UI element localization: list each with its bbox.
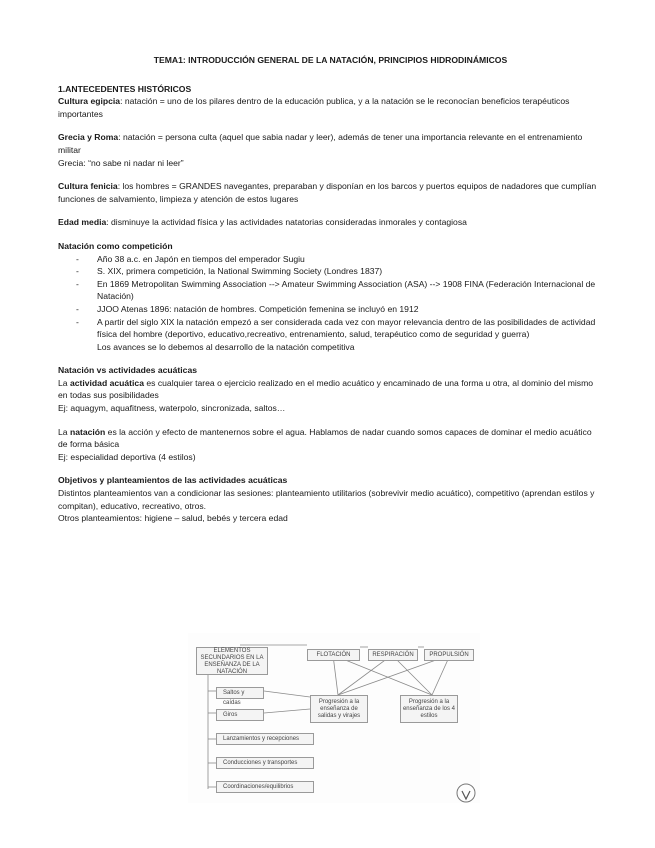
paragraph-actividad-acuatica: La actividad acuática es cualquier tarea o ejercicio realizado en el medio acuático y encaminado de una forma u otra, al dominio del mismo en todas sus posibilidades bbox=[58, 377, 594, 401]
side-item-lanzamientos: Lanzamientos y recepciones bbox=[216, 733, 314, 745]
box-respiracion: RESPIRACIÓN bbox=[368, 649, 418, 661]
example-natacion: Ej: especialidad deportiva (4 estilos) bbox=[58, 451, 196, 462]
grecia-quote: Grecia: “no sabe ni nadar ni leer” bbox=[58, 157, 184, 168]
list-item: - S. XIX, primera competición, la National Swimming Society (Londres 1837) bbox=[58, 265, 603, 278]
competicion-list bbox=[58, 253, 603, 341]
side-item-giros: Giros bbox=[216, 709, 264, 721]
paragraph-grecia: Grecia y Roma: natación = persona culta (aquel que sabia nadar y leer), además de tener una importancia relevante en el entrenamiento militar bbox=[58, 132, 583, 155]
diagram-figure bbox=[188, 633, 480, 803]
document-title: TEMA1: INTRODUCCIÓN GENERAL DE LA NATACIÓN, PRINCIPIOS HIDRODINÁMICOS bbox=[153, 55, 508, 65]
document-page bbox=[58, 54, 603, 525]
main-elements-box: ELEMENTOS SECUNDARIOS EN LA ENSEÑANZA DE LA NATACIÓN bbox=[196, 647, 268, 675]
paragraph-fenicia: Cultura fenicia: los hombres = GRANDES navegantes, preparaban y disponían en los barcos y puertos equipos de nadadores que cumplían funciones de salvamiento, limpieza y atención de estos lugares bbox=[58, 181, 597, 204]
section-heading-objetivos: Objetivos y planteamientos de las actividades acuáticas bbox=[58, 475, 288, 486]
logo-seal-icon bbox=[457, 784, 475, 802]
list-item: - Año 38 a.c. en Japón en tiempos del emperador Sugiu bbox=[58, 253, 603, 266]
list-item: - JJOO Atenas 1896: natación de hombres. Competición femenina se incluyó en 1912 bbox=[58, 303, 603, 316]
box-flotacion: FLOTACIÓN bbox=[307, 649, 360, 661]
side-item-coordinaciones: Coordinaciones/equilibrios bbox=[216, 781, 314, 793]
section-heading-competicion: Natación como competición bbox=[58, 240, 173, 251]
section-heading-vs: Natación vs actividades acuáticas bbox=[58, 365, 198, 376]
example-actividades: Ej: aquagym, aquafitness, waterpolo, sincronizada, saltos… bbox=[58, 403, 286, 414]
side-item-saltos: Saltos y caídas bbox=[216, 687, 264, 699]
paragraph-egipcia: Cultura egipcia: natación = uno de los pilares dentro de la educación publica, y a la natación se le reconocían beneficios terapéuticos importantes bbox=[58, 96, 570, 119]
paragraph-natacion: La natación es la acción y efecto de mantenernos sobre el agua. Hablamos de nadar cuando somos capaces de dominar el medio acuático de forma básica bbox=[58, 426, 592, 450]
list-item: - En 1869 Metropolitan Swimming Association --> Amateur Swimming Association (ASA) --> 1908 FINA (Federación Internacional de Natación) bbox=[58, 278, 603, 303]
progression-box-salidas: Progresión a la enseñanza de salidas y virajes bbox=[310, 695, 368, 723]
paragraph-edad-media: Edad media: disminuye la actividad física y las actividades natatorias consideradas inmorales y contagiosa bbox=[58, 217, 467, 228]
competicion-closing: Los avances se lo debemos al desarrollo de la natación competitiva bbox=[97, 341, 355, 352]
list-item: - A partir del siglo XIX la natación empezó a ser considerada cada vez con mayor relevancia dentro de las posibilidades de actividad física del hombre (deportivo, educativo,recreativo, entrenamiento, salud, terapéutico como de seguridad y guerra) bbox=[58, 316, 603, 341]
objetivos-line-1: Distintos planteamientos van a condicionar las sesiones: planteamiento utilitarios (sobrevivir medio acuático), competitivo (aprendan estilos y compitan), educativo, recreativo, otros. bbox=[58, 488, 595, 511]
section-heading-historia: 1.ANTECEDENTES HISTÓRICOS bbox=[58, 83, 192, 94]
progression-box-estilos: Progresión a la enseñanza de los 4 estilos bbox=[400, 695, 458, 723]
objetivos-line-2: Otros planteamientos: higiene – salud, bebés y tercera edad bbox=[58, 513, 288, 524]
box-propulsion: PROPULSIÓN bbox=[424, 649, 474, 661]
side-item-conducciones: Conducciones y transportes bbox=[216, 757, 314, 769]
